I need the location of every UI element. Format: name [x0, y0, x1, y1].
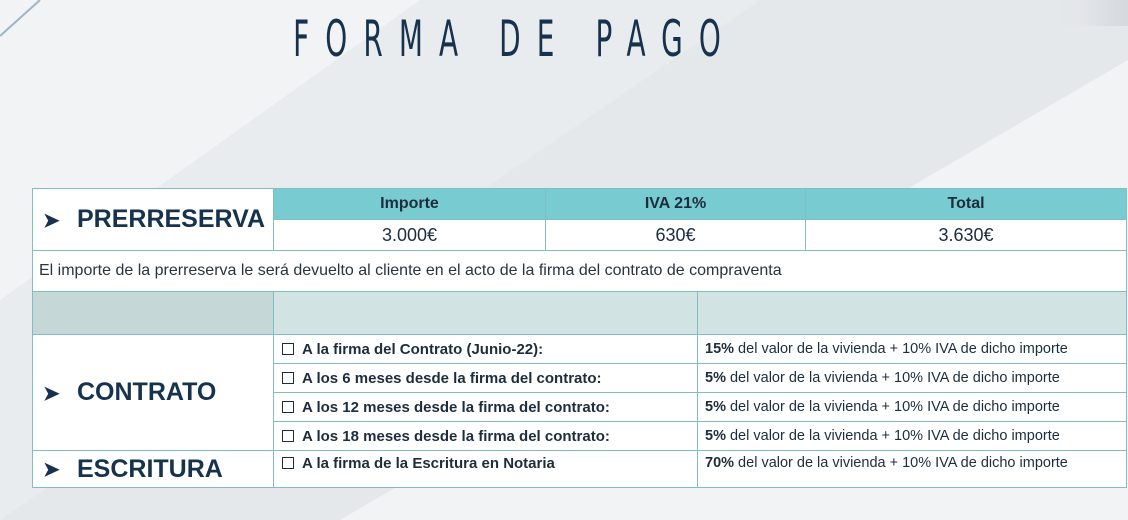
- escritura-item-label: A la firma de la Escritura en Notaria: [274, 451, 698, 488]
- arrow-icon: ➤: [43, 459, 60, 482]
- value-iva: 630€: [546, 220, 806, 251]
- escritura-section-label: ➤ ESCRITURA: [33, 451, 274, 488]
- escritura-item-desc: 70% del valor de la vivienda + 10% IVA de dicho importe: [698, 451, 1127, 488]
- contrato-item-label: A los 6 meses desde la firma del contrato:: [274, 364, 698, 393]
- header-importe: Importe: [274, 189, 546, 220]
- checkbox-icon: [282, 343, 294, 355]
- page-title: FORMA DE PAGO: [293, 10, 737, 68]
- contrato-item-desc: 5% del valor de la vivienda + 10% IVA de dicho importe: [698, 393, 1127, 422]
- band-cell: [33, 292, 274, 335]
- checkbox-icon: [282, 401, 294, 413]
- checkbox-icon: [282, 430, 294, 442]
- checkbox-icon: [282, 457, 294, 469]
- contrato-section-label: ➤ CONTRATO: [33, 335, 274, 451]
- arrow-icon: ➤: [43, 209, 60, 232]
- payment-table: [32, 188, 1127, 488]
- contrato-item-label: A los 18 meses desde la firma del contrato:: [274, 422, 698, 451]
- contrato-item-label: A los 12 meses desde la firma del contrato:: [274, 393, 698, 422]
- corner-decoration: [1048, 0, 1128, 26]
- band-cell: [698, 292, 1127, 335]
- prerreserva-section-label: ➤ PRERRESERVA: [33, 189, 274, 251]
- contrato-item-desc: 5% del valor de la vivienda + 10% IVA de dicho importe: [698, 422, 1127, 451]
- band-cell: [274, 292, 698, 335]
- header-iva: IVA 21%: [546, 189, 806, 220]
- contrato-item-desc: 15% del valor de la vivienda + 10% IVA de dicho importe: [698, 335, 1127, 364]
- value-importe: 3.000€: [274, 220, 546, 251]
- contrato-item-label: A la firma del Contrato (Junio-22):: [274, 335, 698, 364]
- value-total: 3.630€: [806, 220, 1127, 251]
- contrato-item-desc: 5% del valor de la vivienda + 10% IVA de dicho importe: [698, 364, 1127, 393]
- arrow-icon: ➤: [43, 382, 60, 405]
- checkbox-icon: [282, 372, 294, 384]
- prerreserva-note: El importe de la prerreserva le será devuelto al cliente en el acto de la firma del contrato de compraventa: [33, 251, 1127, 292]
- header-total: Total: [806, 189, 1127, 220]
